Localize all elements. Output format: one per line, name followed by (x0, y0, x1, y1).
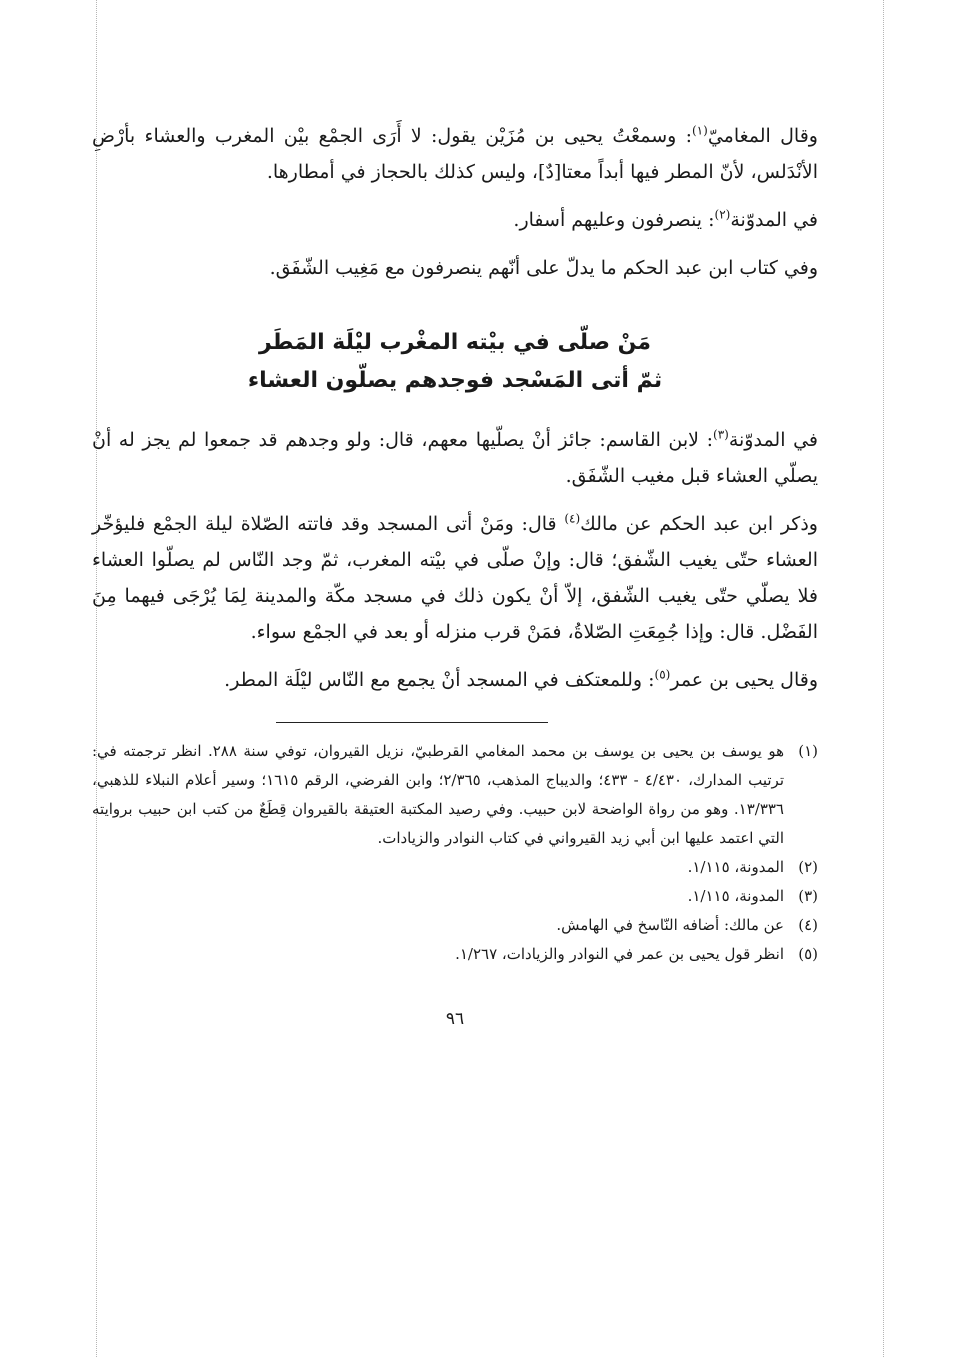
paragraph-text: وذكر ابن عبد الحكم عن مالك (580, 513, 818, 535)
section-heading-line-2: ثمّ أتى المَسْجد فوجدهم يصلّون العشاء (247, 368, 663, 393)
page-number: ٩٦ (445, 1009, 465, 1029)
footnote-divider (276, 722, 548, 723)
paragraph-malik (92, 506, 818, 650)
paragraph-mudawwana-2 (92, 422, 818, 494)
paragraph-text: في المدوّنة (728, 429, 819, 451)
page-edge-right (883, 0, 884, 1357)
footnote-text: عن مالك: أضافه النّاسخ في الهامش. (556, 916, 784, 934)
footnote-number: (٤) (798, 916, 818, 934)
footnotes (92, 737, 818, 969)
paragraph-text: : وللمعتكف في المسجد أنْ يجمع مع النّاس ليْلَة المطر. (224, 669, 655, 691)
footnote-item (92, 940, 818, 969)
footnote-ref-5[interactable]: (٥) (654, 667, 671, 682)
paragraph-text: : ينصرفون وعليهم أسفار. (513, 209, 715, 231)
footnote-text: هو يوسف بن يحيى بن يوسف بن محمد المغامي القرطبيّ، نزيل القيروان، توفي سنة ٢٨٨. انظر ترجمته في: ترتيب المدارك، ٤/٤٣٠ - ٤٣٣؛ والديباج المذهب، ٢/٣٦٥؛ وابن الفرضي، الرقم ١٦١٥؛ وسير أعلام النبلاء للذهبي، ١٣/٣٣٦. وهو من رواة الواضحة لابن حبيب. وفي رصيد المكتبة العتيقة بالقيروان قِطَعٌ من كتب ابن حبيب بروايته التي اعتمد عليها ابن أبي زيد القيرواني في كتاب النوادر والزيادات. (92, 742, 784, 847)
document-page (92, 118, 818, 1029)
paragraph-maghami (92, 118, 818, 190)
footnote-ref-1[interactable]: (١) (691, 123, 708, 138)
footnote-number: (٥) (798, 945, 818, 963)
footnote-ref-4[interactable]: (٤) (564, 511, 581, 526)
footnote-item (92, 911, 818, 940)
paragraph-yahya-ibn-umar (92, 662, 818, 698)
footnote-number: (٢) (798, 858, 818, 876)
paragraph-text: وقال يحيى بن عمر (670, 669, 818, 691)
paragraph-text: في المدوّنة (730, 209, 818, 231)
paragraph-mudawwana-1 (92, 202, 818, 238)
footnote-text: انظر قول يحيى بن عمر في النوادر والزيادات، ١/٢٦٧. (455, 945, 784, 963)
paragraph-text: قال: ومَنْ أتى المسجد وقد فاتته الصّلاة ليلة الجمْع فليؤخّر العشاء حتّى يغيب الشّفق؛ قال: وإنْ صلّى في بيْته المغرب، ثمّ وجد النّاس لم يصلّوا العشاء فلا يصلّي حتّى يغيب الشّفق، إلاّ أنْ يكون ذلك في مسجد مكّة والمدينة لِمَا يُرْجَى فيهما مِنَ الفَضْل. قال: وإذا جُمِعَتِ الصّلاةُ، فمَنْ قرب منزله أو بعد في الجمْع سواء. (92, 513, 818, 643)
paragraph-text: : لابن القاسم: جائز أنْ يصلّيها معهم، قال: ولو وجدهم قد جمعوا لم يجز له أنْ يصلّي العشاء قبل مغيب الشّفَق. (92, 429, 818, 487)
footnote-item (92, 882, 818, 911)
footnote-ref-3[interactable]: (٣) (713, 427, 729, 442)
footnote-number: (٣) (798, 887, 818, 905)
footnote-number: (١) (798, 742, 818, 760)
footnote-text: المدونة، ١/١١٥. (687, 887, 784, 905)
paragraph-text: وقال المغاميّ (707, 125, 818, 147)
footnote-item (92, 853, 818, 882)
section-heading-line-1: مَنْ صلّى في بيْته المغْرب ليْلَة المَطَر (258, 330, 652, 355)
paragraph-text: وفي كتاب ابن عبد الحكم ما يدلّ على أنّهم ينصرفون مع مَغِيب الشّفَق. (269, 257, 818, 279)
paragraph-ibn-abd-alhakam (92, 250, 818, 286)
paragraph-text: : وسمعْتُ يحيى بن مُزَيْن يقول: لا أَرَى الجمْع بيْن المغرب والعشاء بأرْضِ الأنْدَلس، لأنّ المطر فيها أبداً معتا[دٌ]، وليس كذلك بالحجاز في أمطارها. (92, 125, 818, 183)
footnote-text: المدونة، ١/١١٥. (687, 858, 784, 876)
footnote-ref-2[interactable]: (٢) (714, 207, 731, 222)
footnote-item (92, 737, 818, 853)
